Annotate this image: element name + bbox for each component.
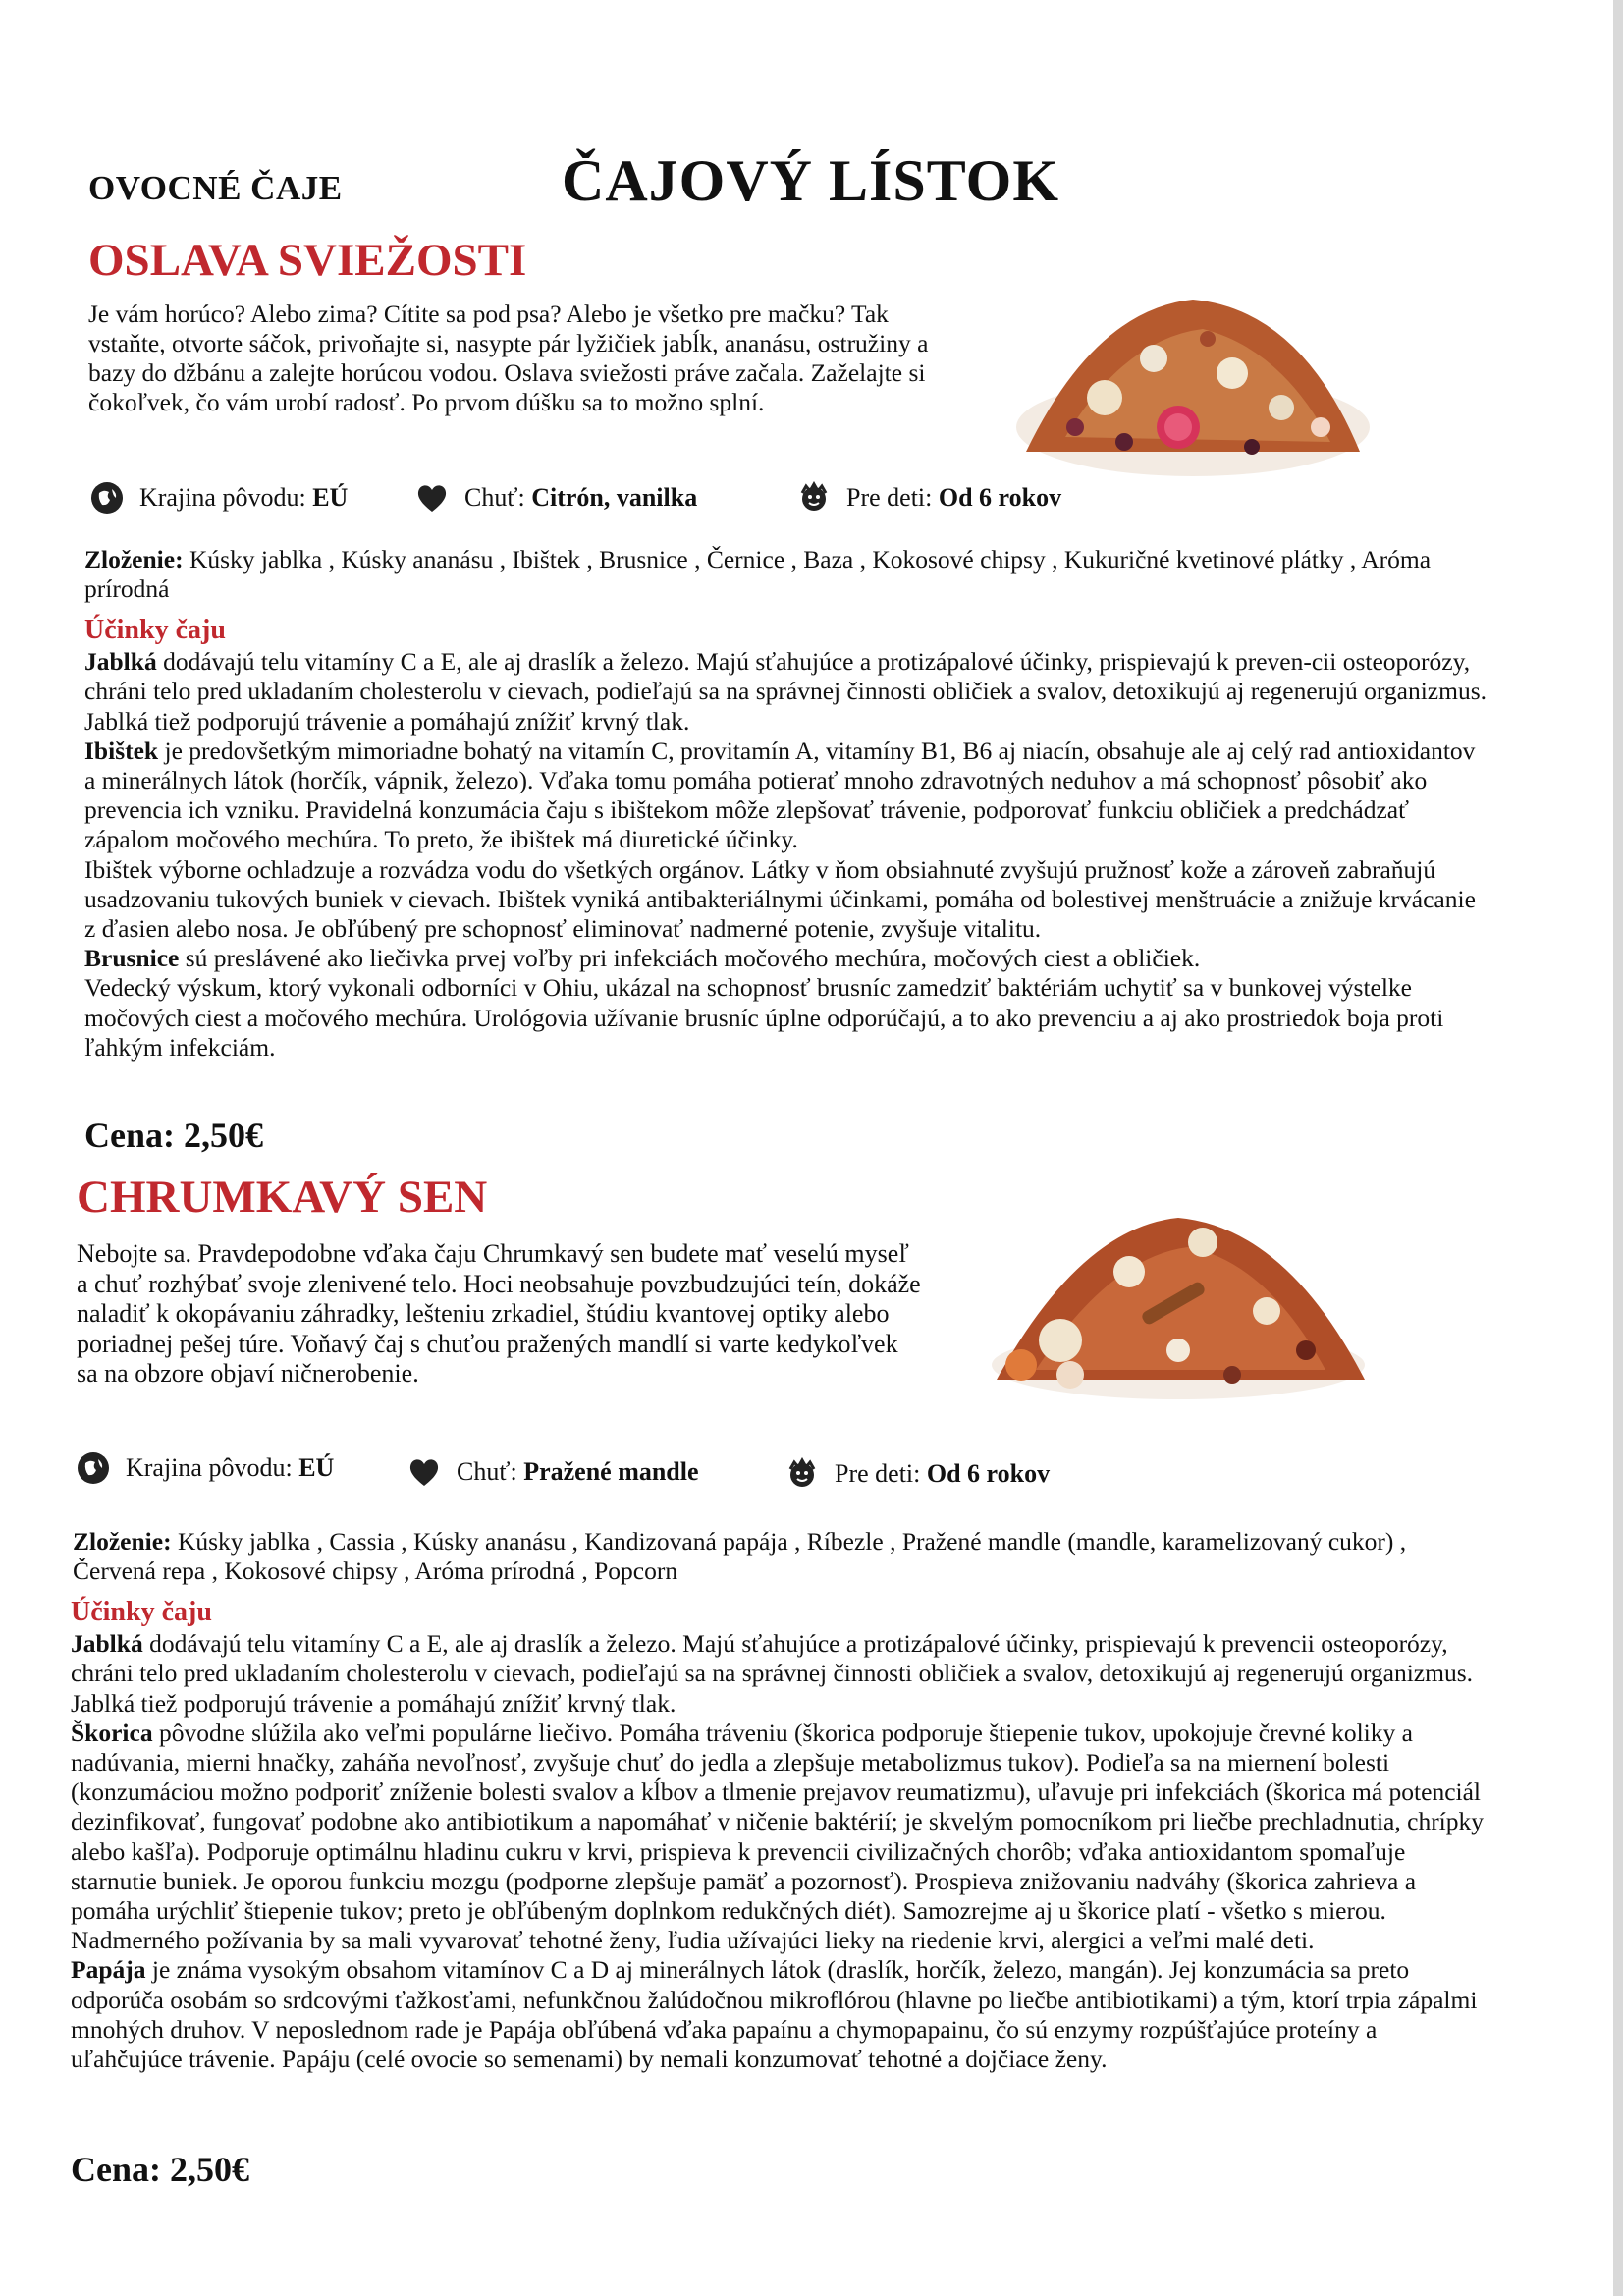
child-face-icon (797, 481, 831, 515)
effect-text: Vedecký výskum, ktorý vykonali odborníci v Ohiu, ukázal na schopnosť brusníc zamedziť baktériám uchytiť sa v bunkovej výstelke močových ciest a močového mechúra. Urológovia užívanie brusníc úplne odporúčajú, a to ako prevenciu a aj ako prostriedok boja proti ľahkým infekciám. (84, 973, 1444, 1062)
effect-paragraph (84, 973, 1488, 1063)
origin-value: EÚ (298, 1453, 335, 1482)
effects-heading: Účinky čaju (71, 1597, 212, 1627)
taste-label: Chuť: (464, 483, 525, 512)
effect-term: Brusnice (84, 944, 180, 973)
tea-1-intro: Je vám horúco? Alebo zima? Cítite sa pod psa? Alebo je všetko pre mačku? Tak vstaňte, otvorte sáčok, privoňajte si, nasypte pár lyžičiek jabĺk, ananásu, ostružiny a bazy do džbánu a zalejte horúcou vodou. Oslava sviežosti práve začala. Zaželajte si čokoľvek, čo vám urobí radosť. Po prvom dúšku sa to možno splní. (88, 300, 929, 416)
tea-2-intro: Nebojte sa. Pravdepodobne vďaka čaju Chrumkavý sen budete mať veselú myseľ a chuť rozhýbať svoje zlenivené telo. Hoci neobsahuje povzbudzujúci teín, dokáže naladiť k okopávaniu záhradky, lešteniu zrkadiel, štúdiu kvantovej optiky alebo poriadnej pešej túre. Voňavý čaj s chuťou pražených mandlí si varte kedykoľvek sa na obzore objaví ničnerobenie. (77, 1239, 921, 1388)
tea-2-kids (785, 1457, 1050, 1491)
origin-label: Krajina pôvodu: (126, 1453, 293, 1482)
tea-1-origin (90, 481, 348, 515)
effects-heading: Účinky čaju (84, 615, 226, 645)
effect-text: pôvodne slúžila ako veľmi populárne liečivo. Pomáha tráveniu (škorica podporuje štiepenie tukov, upokojuje črevné koliky a nadúvania, mierni hnačky, zaháňa nevoľnosť, zvyšuje chuť do jedla a zlepšuje metabolizmus tukov). Podieľa sa na miernení bolesti (konzumáciou možno podporiť zníženie bolesti svalov a kĺbov a tlmenie prejavov reumatizmu), uľavuje pri infekciách (škorica má potenciál dezinfikovať, fungovať podobne ako antibiotikum a napomáhať v ničenie baktérií; je skvelým pomocníkom pri liečbe prechladnutia, chrípky alebo kašľa). Podporuje optimálnu hladinu cukru v krvi, prispieva k prevencii civilizačných chorôb; vďaka antioxidantom spomaľuje starnutie buniek. Je oporou funkciu mozgu (podporne zlepšuje pamäť a pozornosť). Prospieva znižovaniu nadváhy (škorica zahrieva a pomáha urýchliť štiepenie tukov; preto je obľúbeným doplnkom redukčných diét). Samozrejme aj u škorice platí - všetko s mierou. Nadmerného požívania by sa mali vyvarovať tehotné ženy, ľudia užívajúci lieky na riedenie krvi, alergici a veľmi malé deti. (71, 1718, 1485, 1955)
page-title: ČAJOVÝ LÍSTOK (562, 148, 1060, 213)
effect-term: Škorica (71, 1718, 153, 1747)
scan-edge (1613, 0, 1623, 2296)
tea-1-effects (84, 616, 1488, 1063)
tea-1-composition (84, 545, 1488, 604)
kids-value: Od 6 rokov (938, 483, 1062, 512)
origin-value: EÚ (312, 483, 349, 512)
effect-paragraph (84, 944, 1488, 973)
origin-label: Krajina pôvodu: (139, 483, 306, 512)
heart-icon (407, 1455, 441, 1489)
show-through-text (1222, 182, 1232, 228)
tea-2-price: Cena: 2,50€ (71, 2150, 249, 2189)
effect-text: dodávajú telu vitamíny C a E, ale aj draslík a železo. Majú sťahujúce a protizápalové účinky, prispievajú k preven-cii osteoporózy, chráni telo pred ukladaním cholesterolu v cievach, podieľajú sa na správnej činnosti obličiek a svalov, detoxikujú aj regenerujú organizmus. Jablká tiež podporujú trávenie a pomáhajú znížiť krvný tlak. (84, 647, 1487, 736)
effect-term: Jablká (71, 1629, 143, 1659)
tea-2-image (982, 1203, 1375, 1409)
tea-2-composition (73, 1527, 1487, 1586)
tea-1-taste (415, 481, 697, 515)
effect-paragraph (84, 737, 1488, 855)
tea-2-title: CHRUMKAVÝ SEN (77, 1172, 488, 1223)
child-face-icon (785, 1457, 819, 1491)
effect-term: Papája (71, 1955, 146, 1985)
effect-paragraph (84, 647, 1488, 737)
effect-text: je známa vysokým obsahom vitamínov C a D aj minerálnych látok (draslík, horčík, železo, mangán). Jej konzumácia sa preto odporúča osobám so srdcovými ťažkosťami, nefunkčnou žalúdočnou mikroflórou (hlavne po liečbe antibiotikami) a tým, ktorí trpia zápalmi mnohých druhov. V neposlednom rade je Papája obľúbená vďaka papaínu a chymopapainu, čo sú enzymy rozpúšťajúce proteíny a uľahčujúce trávenie. Papáju (celé ovocie so semenami) by nemali konzumovať tehotné a dojčiace ženy. (71, 1955, 1478, 2074)
effect-paragraph (71, 1629, 1485, 1719)
taste-value: Citrón, vanilka (531, 483, 698, 512)
globe-icon (77, 1451, 110, 1485)
tea-2-origin (77, 1451, 334, 1485)
composition-value: Kúsky jablka , Kúsky ananásu , Ibištek , Brusnice , Černice , Baza , Kokosové chipsy , Kukuričné kvetinové plátky , Aróma prírodná (84, 545, 1432, 604)
tea-2-effects (71, 1598, 1485, 2074)
effect-paragraph (71, 1955, 1485, 2074)
kids-label: Pre deti: (846, 483, 933, 512)
category-heading: OVOCNÉ ČAJE (88, 169, 343, 207)
globe-icon (90, 481, 124, 515)
tea-1-kids (797, 481, 1061, 515)
effect-text: je predovšetkým mimoriadne bohatý na vitamín C, provitamín A, vitamíny B1, B6 aj niacín, obsahuje ale aj celý rad antioxidantov a minerálnych látok (horčík, vápnik, železo). Vďaka tomu pomáha potierať mnoho zdravotných neduhov a má schopnosť pôsobiť ako prevencia ich vzniku. Pravidelná konzumácia čaju s ibištekom môže zlepšovať trávenie, podporovať funkciu obličiek a predchádzať zápalom močového mechúra. To preto, že ibištek má diuretické účinky. (84, 736, 1476, 854)
tea-1-image (1006, 280, 1380, 486)
effect-paragraph (71, 1719, 1485, 1956)
effect-paragraph (84, 855, 1488, 945)
taste-label: Chuť: (457, 1457, 517, 1486)
effect-term: Jablká (84, 647, 157, 677)
heart-icon (415, 481, 449, 515)
kids-value: Od 6 rokov (926, 1459, 1051, 1488)
taste-value: Pražené mandle (523, 1457, 699, 1486)
effect-text: sú preslávené ako liečivka prvej voľby pri infekciách močového mechúra, močových ciest a obličiek. (185, 944, 1201, 973)
effect-text: Ibištek výborne ochladzuje a rozvádza vodu do všetkých orgánov. Látky v ňom obsiahnuté zvyšujú pružnosť kože a zároveň zabraňujú usadzovaniu tukových buniek v cievach. Ibištek vyniká antibakteriálnymi účinkami, pomáha od bolestivej menštruácie a znižuje krvácanie z ďasien alebo nosa. Je obľúbený pre schopnosť eliminovať nadmerné potenie, zvyšuje vitalitu. (84, 854, 1476, 944)
effect-term: Ibištek (84, 736, 159, 765)
tea-1-price: Cena: 2,50€ (84, 1116, 263, 1155)
effect-text: dodávajú telu vitamíny C a E, ale aj draslík a železo. Majú sťahujúce a protizápalové účinky, prispievajú k prevencii osteoporózy, chráni telo pred ukladaním cholesterolu v cievach, podieľajú sa na správnej činnosti obličiek a svalov, detoxikujú aj regenerujú organizmus. Jablká tiež podporujú trávenie a pomáhajú znížiť krvný tlak. (71, 1629, 1473, 1718)
composition-label: Zloženie: (73, 1527, 172, 1556)
composition-label: Zloženie: (84, 545, 184, 574)
composition-value: Kúsky jablka , Cassia , Kúsky ananásu , Kandizovaná papája , Ríbezle , Pražené mandle (mandle, karamelizovaný cukor) , Červená repa , Kokosové chipsy , Aróma prírodná , Popcorn (73, 1527, 1407, 1586)
kids-label: Pre deti: (835, 1459, 921, 1488)
tea-1-title: OSLAVA SVIEŽOSTI (88, 235, 527, 286)
tea-2-taste (407, 1455, 699, 1489)
